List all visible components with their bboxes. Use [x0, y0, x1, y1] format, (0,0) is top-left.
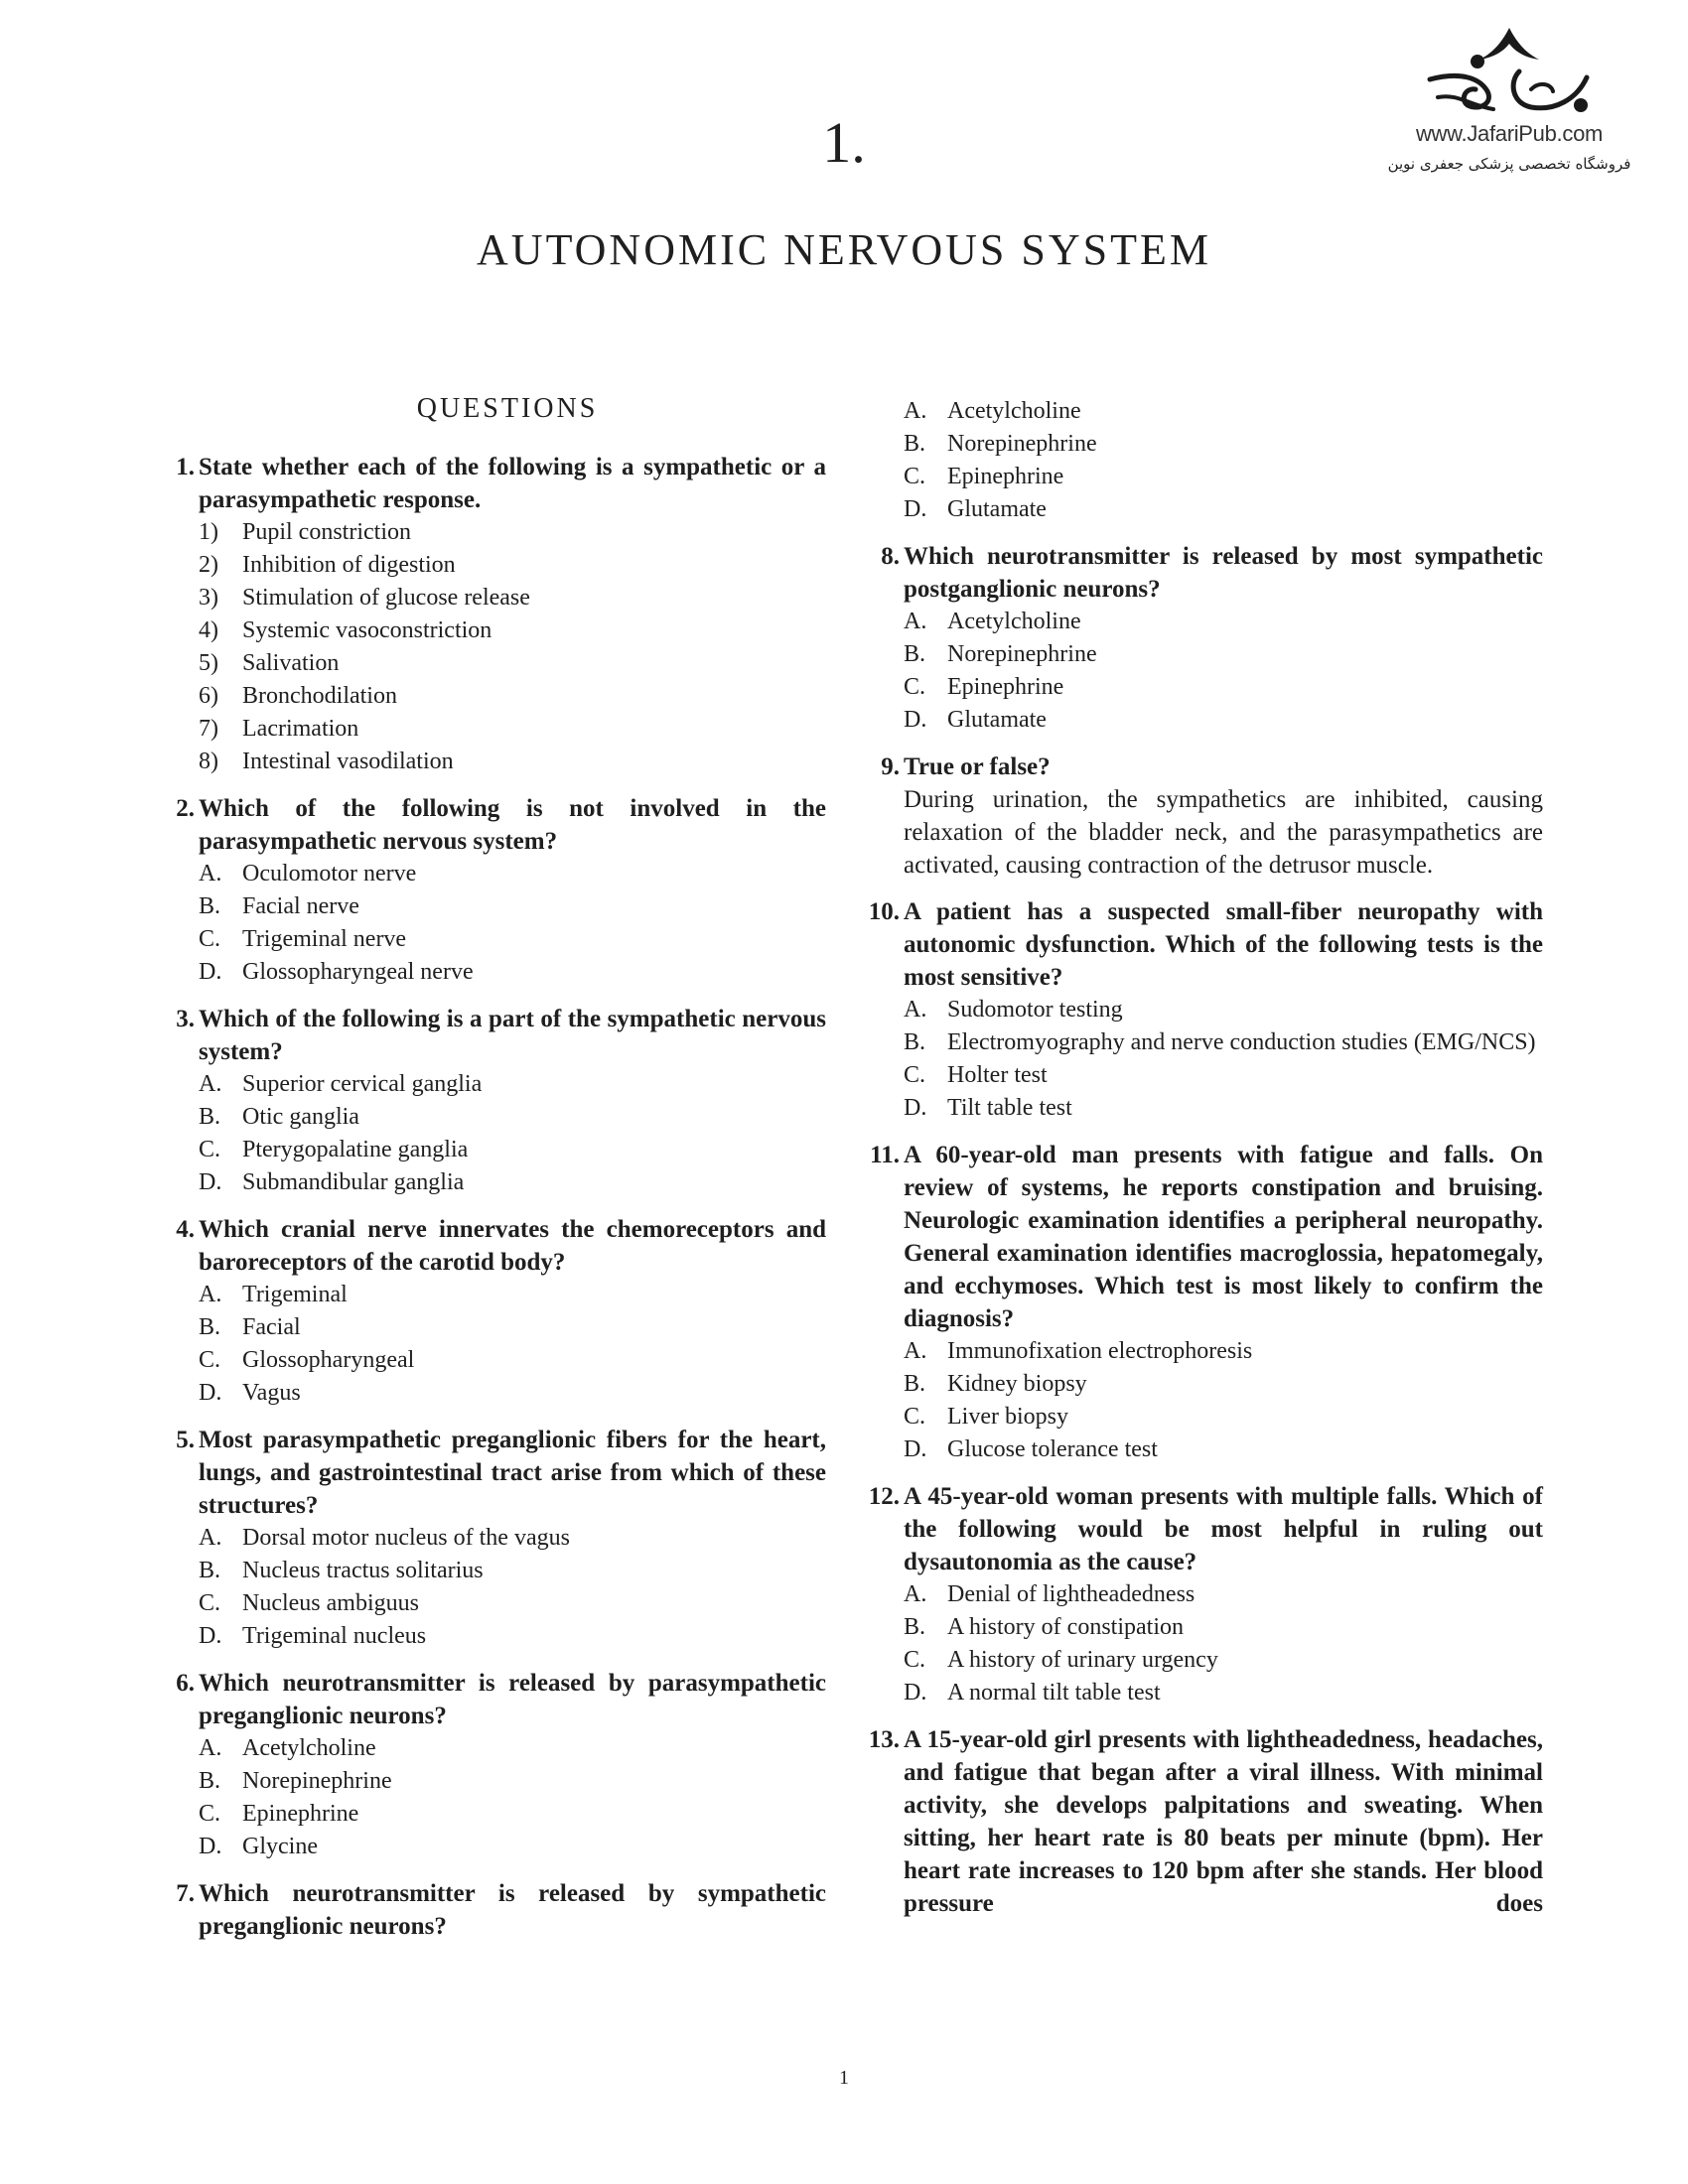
question-number: 7.: [176, 1880, 195, 1907]
section-heading: QUESTIONS: [416, 393, 599, 424]
option-text: Trigeminal: [242, 1282, 348, 1307]
option-label: B.: [199, 1104, 221, 1130]
option-label: D.: [904, 496, 927, 522]
option-text: Glycine: [242, 1834, 318, 1859]
option-label: B.: [199, 1558, 221, 1583]
option-item: [904, 1433, 1543, 1466]
option-item: [904, 1026, 1543, 1059]
option-item: [199, 582, 826, 614]
question-number: 4.: [176, 1216, 195, 1243]
option-label: B.: [199, 1314, 221, 1340]
question-text: Which of the following is a part of the sympathetic nervous system?: [199, 1006, 826, 1065]
option-label: 3): [199, 585, 218, 611]
question-12: [854, 1480, 1543, 1709]
option-label: A.: [199, 1525, 222, 1551]
question-number: 9.: [881, 753, 900, 780]
option-text: Norepinephrine: [947, 431, 1097, 457]
option-text: Holter test: [947, 1062, 1048, 1088]
option-text: Dorsal motor nucleus of the vagus: [242, 1525, 570, 1551]
question-number: 6.: [176, 1670, 195, 1697]
option-label: C.: [904, 464, 926, 489]
option-text: Glutamate: [947, 496, 1047, 522]
option-text: Inhibition of digestion: [242, 552, 456, 578]
option-label: A.: [904, 398, 927, 424]
left-column: [159, 389, 826, 1957]
option-text: A history of urinary urgency: [947, 1647, 1218, 1673]
question-11: [854, 1139, 1543, 1466]
option-text: Epinephrine: [242, 1801, 359, 1827]
option-label: A.: [904, 609, 927, 634]
question-text: Which cranial nerve innervates the chemoreceptors and baroreceptors of the carotid body?: [199, 1216, 826, 1276]
option-text: Bronchodilation: [242, 683, 397, 709]
option-text: Trigeminal nucleus: [242, 1623, 427, 1649]
question-text: Which neurotransmitter is released by parasympathetic preganglionic neurons?: [199, 1670, 826, 1729]
option-text: A history of constipation: [947, 1614, 1184, 1640]
option-text: Facial: [242, 1314, 301, 1340]
option-item: [199, 1798, 826, 1831]
question-text: State whether each of the following is a sympathetic or a parasympathetic response.: [199, 454, 826, 513]
option-text: Acetylcholine: [947, 398, 1081, 424]
option-item: [904, 1059, 1543, 1092]
option-text: Submandibular ganglia: [242, 1169, 465, 1195]
option-label: 8): [199, 749, 218, 774]
option-label: B.: [904, 1614, 926, 1640]
option-text: Electromyography and nerve conduction studies (EMG/NCS): [947, 1029, 1536, 1055]
option-text: A normal tilt table test: [947, 1680, 1161, 1706]
option-item: [904, 671, 1543, 704]
option-label: B.: [199, 1768, 221, 1794]
question-number: 3.: [176, 1006, 195, 1032]
option-item: [199, 1522, 826, 1555]
question-7: [159, 1877, 826, 1943]
option-item: [199, 858, 826, 890]
calligraphy-logo-icon: [1410, 20, 1609, 119]
option-item: [199, 890, 826, 923]
option-label: C.: [199, 926, 221, 952]
option-text: Lacrimation: [242, 716, 359, 742]
option-item: [199, 746, 826, 778]
right-column: [854, 395, 1543, 1934]
option-item: [199, 956, 826, 989]
option-text: Epinephrine: [947, 464, 1064, 489]
option-label: 5): [199, 650, 218, 676]
question-text: Which neurotransmitter is released by sympathetic preganglionic neurons?: [199, 1880, 826, 1940]
question-5: [159, 1424, 826, 1653]
publisher-url: www.JafariPub.com: [1415, 121, 1604, 146]
option-label: 2): [199, 552, 218, 578]
option-item: [199, 1279, 826, 1311]
option-text: Sudomotor testing: [947, 997, 1123, 1023]
option-label: A.: [904, 1338, 927, 1364]
option-label: D.: [199, 1380, 222, 1406]
question-3: [159, 1003, 826, 1199]
option-item: [199, 923, 826, 956]
option-text: Tilt table test: [947, 1095, 1072, 1121]
option-label: C.: [199, 1347, 221, 1373]
question-text: A 60-year-old man presents with fatigue and falls. On review of systems, he reports constipation and bruising. Neurologic examination identifies a peripheral neuropathy. General examination identifies macroglossia, hepatomegaly, and ecchymoses. Which test is most likely to confirm the diagnosis?: [904, 1142, 1543, 1332]
option-item: [199, 1311, 826, 1344]
question-text: A 15-year-old girl presents with lightheadedness, headaches, and fatigue that began after a viral illness. With minimal activity, she develops palpitations and sweating. When sitting, her heart rate is 80 beats per minute (bpm). Her heart rate increases to 120 bpm after she stands. Her blood pressure does: [904, 1726, 1543, 1917]
option-item: [904, 493, 1543, 526]
option-item: [199, 1765, 826, 1798]
option-label: B.: [904, 1371, 926, 1397]
option-text: Acetylcholine: [947, 609, 1081, 634]
option-text: Kidney biopsy: [947, 1371, 1087, 1397]
question-4: [159, 1213, 826, 1410]
option-label: D.: [904, 1095, 927, 1121]
question-text: Most parasympathetic preganglionic fibers for the heart, lungs, and gastrointestinal tract arise from which of these structures?: [199, 1427, 826, 1519]
option-label: B.: [904, 641, 926, 667]
option-text: Acetylcholine: [242, 1735, 376, 1761]
option-item: [904, 461, 1543, 493]
option-label: D.: [199, 1834, 222, 1859]
option-label: A.: [199, 1282, 222, 1307]
option-item: [199, 1587, 826, 1620]
question-text: Which of the following is not involved in the parasympathetic nervous system?: [199, 795, 826, 855]
question-number: 2.: [176, 795, 195, 822]
question-number: 1.: [176, 454, 195, 480]
option-label: 4): [199, 617, 218, 643]
option-item: [199, 1068, 826, 1101]
option-text: Intestinal vasodilation: [242, 749, 454, 774]
option-label: A.: [199, 861, 222, 887]
option-label: B.: [904, 431, 926, 457]
option-item: [904, 606, 1543, 638]
option-item: [199, 1831, 826, 1863]
option-item: [199, 1620, 826, 1653]
option-text: Glossopharyngeal nerve: [242, 959, 474, 985]
option-label: D.: [904, 1436, 927, 1462]
option-text: Epinephrine: [947, 674, 1064, 700]
question-number: 12.: [868, 1483, 900, 1510]
option-item: [904, 1092, 1543, 1125]
question-number: 10.: [868, 898, 900, 925]
option-item: [904, 395, 1543, 428]
option-text: Norepinephrine: [947, 641, 1097, 667]
option-label: C.: [904, 674, 926, 700]
option-item: [199, 516, 826, 549]
option-item: [199, 1732, 826, 1765]
publisher-tagline: فروشگاه تخصصی پزشکی جعفری نوین: [1387, 155, 1631, 173]
option-item: [904, 704, 1543, 737]
option-label: D.: [199, 1623, 222, 1649]
option-item: [199, 1555, 826, 1587]
option-text: Superior cervical ganglia: [242, 1071, 483, 1097]
option-label: A.: [199, 1071, 222, 1097]
option-text: Liver biopsy: [947, 1404, 1068, 1430]
option-item: [904, 1335, 1543, 1368]
option-label: A.: [904, 997, 927, 1023]
option-item: [904, 1677, 1543, 1709]
option-item: [199, 1166, 826, 1199]
question-8: [854, 540, 1543, 737]
option-item: [199, 647, 826, 680]
option-label: 7): [199, 716, 218, 742]
option-text: Norepinephrine: [242, 1768, 392, 1794]
option-item: [904, 1578, 1543, 1611]
question-text: A patient has a suspected small-fiber neuropathy with autonomic dysfunction. Which of the following tests is the most sensitive?: [904, 898, 1543, 991]
option-text: Vagus: [242, 1380, 301, 1406]
option-label: A.: [904, 1581, 927, 1607]
page-number: 1: [839, 2067, 849, 2089]
option-label: A.: [199, 1735, 222, 1761]
option-text: Immunofixation electrophoresis: [947, 1338, 1253, 1364]
option-label: 6): [199, 683, 218, 709]
option-label: B.: [199, 893, 221, 919]
option-item: [904, 428, 1543, 461]
option-text: Pupil constriction: [242, 519, 411, 545]
question-statement: During urination, the sympathetics are inhibited, causing relaxation of the bladder neck, and the parasympathetics are activated, causing contraction of the detrusor muscle.: [904, 786, 1543, 879]
option-label: D.: [904, 1680, 927, 1706]
option-text: Nucleus ambiguus: [242, 1590, 419, 1616]
question-number: 8.: [881, 543, 900, 570]
option-text: Salivation: [242, 650, 340, 676]
option-label: C.: [904, 1062, 926, 1088]
question-1: [159, 451, 826, 778]
option-item: [199, 1134, 826, 1166]
question-number: 5.: [176, 1427, 195, 1453]
question-text: Which neurotransmitter is released by most sympathetic postganglionic neurons?: [904, 543, 1543, 603]
option-text: Stimulation of glucose release: [242, 585, 530, 611]
option-text: Facial nerve: [242, 893, 359, 919]
option-item: [199, 1101, 826, 1134]
question-10: [854, 895, 1543, 1125]
question-6: [159, 1667, 826, 1863]
option-label: C.: [199, 1801, 221, 1827]
option-text: Systemic vasoconstriction: [242, 617, 492, 643]
option-item: [199, 549, 826, 582]
option-item: [199, 680, 826, 713]
option-text: Denial of lightheadedness: [947, 1581, 1196, 1607]
option-item: [199, 713, 826, 746]
option-text: Oculomotor nerve: [242, 861, 417, 887]
question-text: True or false?: [904, 753, 1051, 780]
option-item: [904, 638, 1543, 671]
option-item: [904, 1611, 1543, 1644]
question-text: A 45-year-old woman presents with multiple falls. Which of the following would be most helpful in ruling out dysautonomia as the cause?: [904, 1483, 1543, 1575]
option-text: Nucleus tractus solitarius: [242, 1558, 484, 1583]
question-7-options: [854, 395, 1543, 526]
question-number: 11.: [870, 1142, 900, 1168]
option-item: [904, 1368, 1543, 1401]
option-text: Otic ganglia: [242, 1104, 359, 1130]
question-13: [854, 1723, 1543, 1920]
option-item: [199, 614, 826, 647]
question-2: [159, 792, 826, 989]
option-label: 1): [199, 519, 218, 545]
option-text: Trigeminal nerve: [242, 926, 407, 952]
option-item: [904, 1401, 1543, 1433]
option-label: D.: [904, 707, 927, 733]
option-text: Glutamate: [947, 707, 1047, 733]
option-item: [904, 994, 1543, 1026]
question-9: [854, 751, 1543, 882]
option-text: Glossopharyngeal: [242, 1347, 415, 1373]
option-label: D.: [199, 1169, 222, 1195]
option-item: [199, 1377, 826, 1410]
option-label: D.: [199, 959, 222, 985]
option-label: C.: [904, 1647, 926, 1673]
option-item: [904, 1644, 1543, 1677]
option-label: C.: [199, 1590, 221, 1616]
question-number: 13.: [868, 1726, 900, 1753]
option-label: C.: [199, 1137, 221, 1162]
option-text: Pterygopalatine ganglia: [242, 1137, 469, 1162]
option-text: Glucose tolerance test: [947, 1436, 1158, 1462]
option-label: B.: [904, 1029, 926, 1055]
option-label: C.: [904, 1404, 926, 1430]
chapter-title: AUTONOMIC NERVOUS SYSTEM: [477, 225, 1211, 274]
chapter-number: 1.: [822, 110, 866, 175]
option-item: [199, 1344, 826, 1377]
